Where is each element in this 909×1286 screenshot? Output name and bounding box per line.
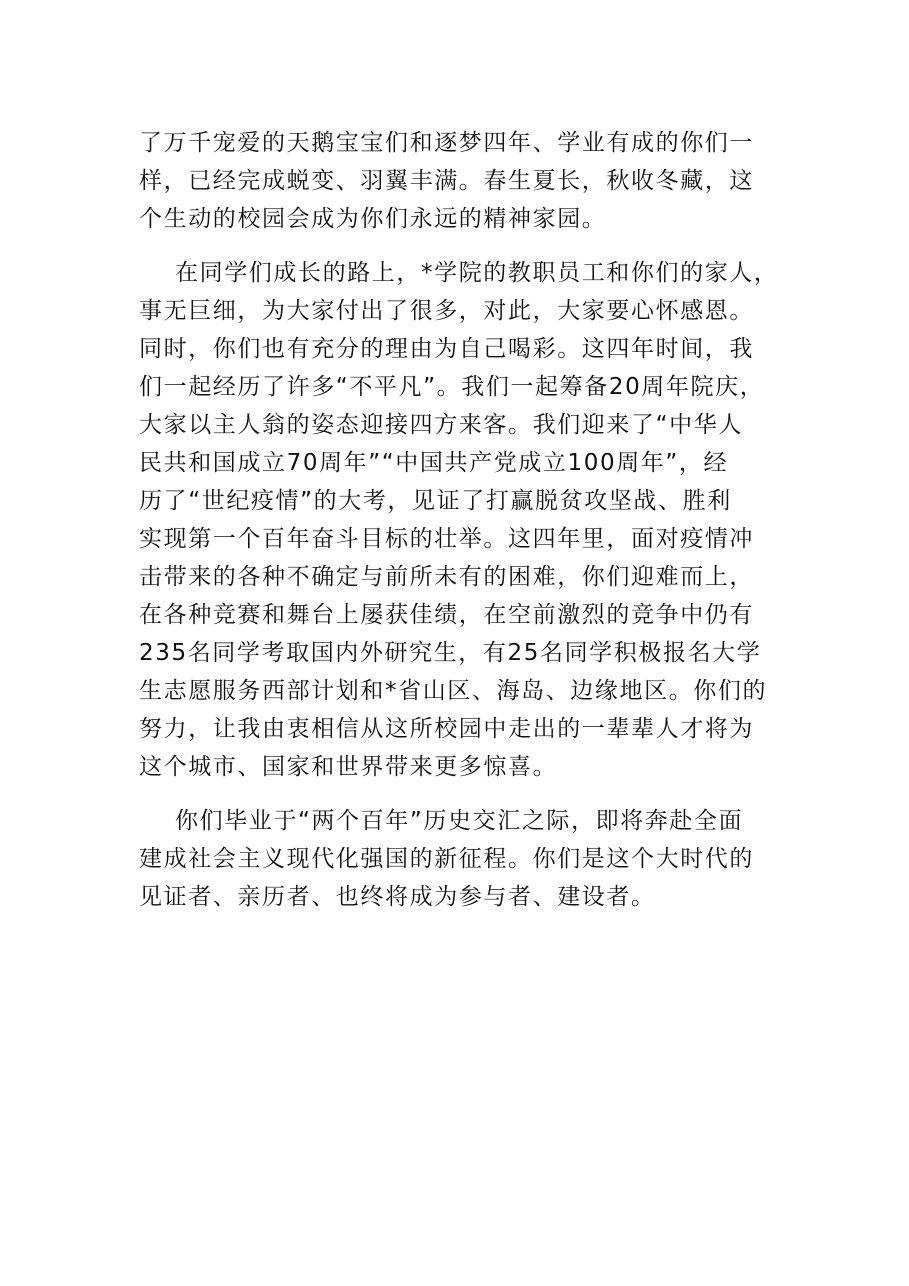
text-line: 在各种竞赛和舞台上屡获佳绩，在空前激烈的竞争中仍有 xyxy=(139,602,754,628)
text-line: 了万千宠爱的天鹅宝宝们和逐梦四年、学业有成的你们一 xyxy=(139,130,754,156)
text-line: 们一起经历了许多“不平凡”。我们一起筹备20周年院庆， xyxy=(139,374,765,400)
text-line: 生志愿服务西部计划和*省山区、海岛、边缘地区。你们的 xyxy=(139,678,768,704)
text-line: 在同学们成长的路上，*学院的教职员工和你们的家人， xyxy=(175,260,779,286)
text-line: 见证者、亲历者、也终将成为参与者、建设者。 xyxy=(139,884,656,910)
text-line: 样，已经完成蜕变、羽翼丰满。春生夏长，秋收冬藏，这 xyxy=(139,168,754,194)
paragraph-3 xyxy=(139,802,779,916)
text-line: 235名同学考取国内外研究生，有25名同学积极报名大学 xyxy=(139,640,762,666)
text-line: 击带来的各种不确定与前所未有的困难，你们迎难而上， xyxy=(139,564,754,590)
text-line: 你们毕业于“两个百年”历史交汇之际，即将奔赴全面 xyxy=(175,808,744,834)
text-line: 大家以主人翁的姿态迎接四方来客。我们迎来了“中华人 xyxy=(139,412,743,438)
paragraph-2 xyxy=(139,254,779,786)
text-line: 实现第一个百年奋斗目标的壮举。这四年里，面对疫情冲 xyxy=(139,526,754,552)
text-line: 建成社会主义现代化强国的新征程。你们是这个大时代的 xyxy=(139,846,754,872)
text-line: 历了“世纪疫情”的大考，见证了打赢脱贫攻坚战、胜利 xyxy=(139,488,732,514)
text-line: 民共和国成立70周年”“中国共产党成立100周年”，经 xyxy=(139,450,729,476)
text-line: 事无巨细，为大家付出了很多，对此，大家要心怀感恩。 xyxy=(139,298,754,324)
paragraph-1 xyxy=(139,124,779,238)
text-line: 同时，你们也有充分的理由为自己喝彩。这四年时间，我 xyxy=(139,336,754,362)
text-line: 努力，让我由衷相信从这所校园中走出的一辈辈人才将为 xyxy=(139,716,754,742)
text-line: 这个城市、国家和世界带来更多惊喜。 xyxy=(139,754,558,780)
text-line: 个生动的校园会成为你们永远的精神家园。 xyxy=(139,206,607,232)
document-body xyxy=(139,124,779,916)
